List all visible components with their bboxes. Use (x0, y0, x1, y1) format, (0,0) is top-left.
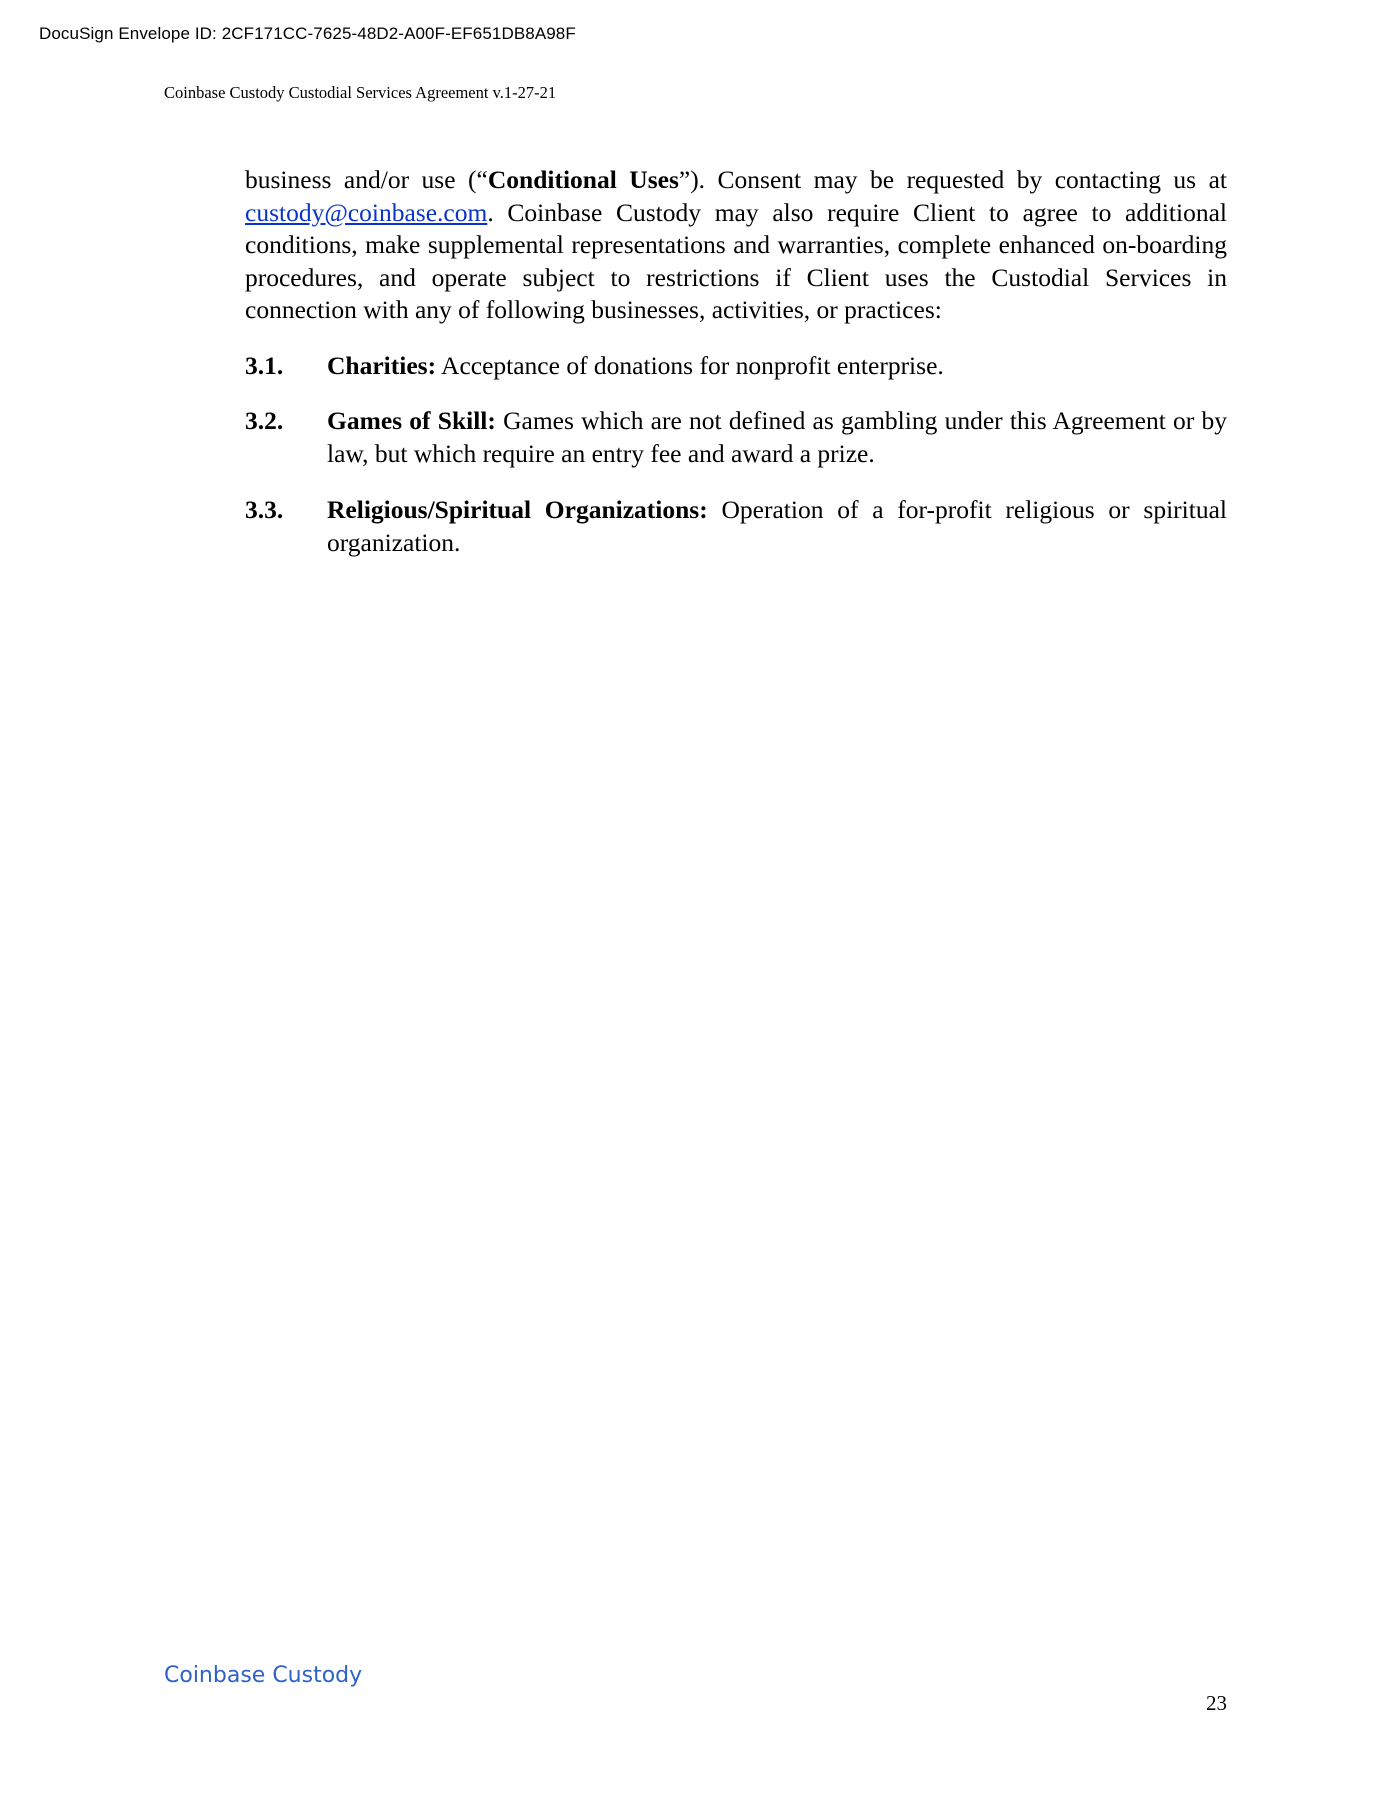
list-item-number: 3.1. (245, 351, 284, 380)
list-item-term: Games of Skill: (327, 406, 496, 435)
list-item-religious-organizations (245, 494, 1227, 559)
list-item-text: Operation of a for-profit religious or spiritual organization. (327, 495, 1227, 557)
list-item-body (327, 494, 1227, 559)
list-item-text: Games which are not defined as gambling under this Agreement or by law, but which require an entry fee and award a prize. (327, 406, 1227, 468)
conditional-uses-paragraph (245, 164, 1227, 327)
footer-brand-name: Coinbase Custody (164, 1663, 363, 1688)
list-item-body (327, 405, 1227, 470)
conditional-uses-term: Conditional Uses (487, 165, 679, 194)
intro-text-part2: ”). Consent may be requested by contacting us at (678, 165, 1228, 194)
list-item-number: 3.3. (245, 495, 284, 524)
running-header-title: Coinbase Custody Custodial Services Agreement v.1-27-21 (164, 83, 557, 102)
intro-text-part1: business and/or use (“ (245, 165, 488, 194)
list-item-term: Religious/Spiritual Organizations: (327, 495, 708, 524)
list-item-text: Acceptance of donations for nonprofit enterprise. (436, 351, 944, 380)
list-item-number: 3.2. (245, 406, 284, 435)
list-item-charities (245, 350, 1227, 383)
list-item-games-of-skill (245, 405, 1227, 470)
page-number: 23 (1206, 1691, 1227, 1715)
envelope-id-label: DocuSign Envelope ID: 2CF171CC-7625-48D2-A00F-EF651DB8A98F (39, 24, 576, 43)
list-item-term: Charities: (327, 351, 437, 380)
custody-email-link[interactable]: custody@coinbase.com (245, 197, 488, 227)
intro-text-part3: . Coinbase Custody may also require Client to agree to additional conditions, make supplemental representations and warranties, complete enhanced on-boarding procedures, and operate subject to restrictions if Client uses the Custodial Services in connection with any of following businesses, activities, or practices: (245, 197, 1227, 324)
list-item-body (327, 350, 1227, 383)
